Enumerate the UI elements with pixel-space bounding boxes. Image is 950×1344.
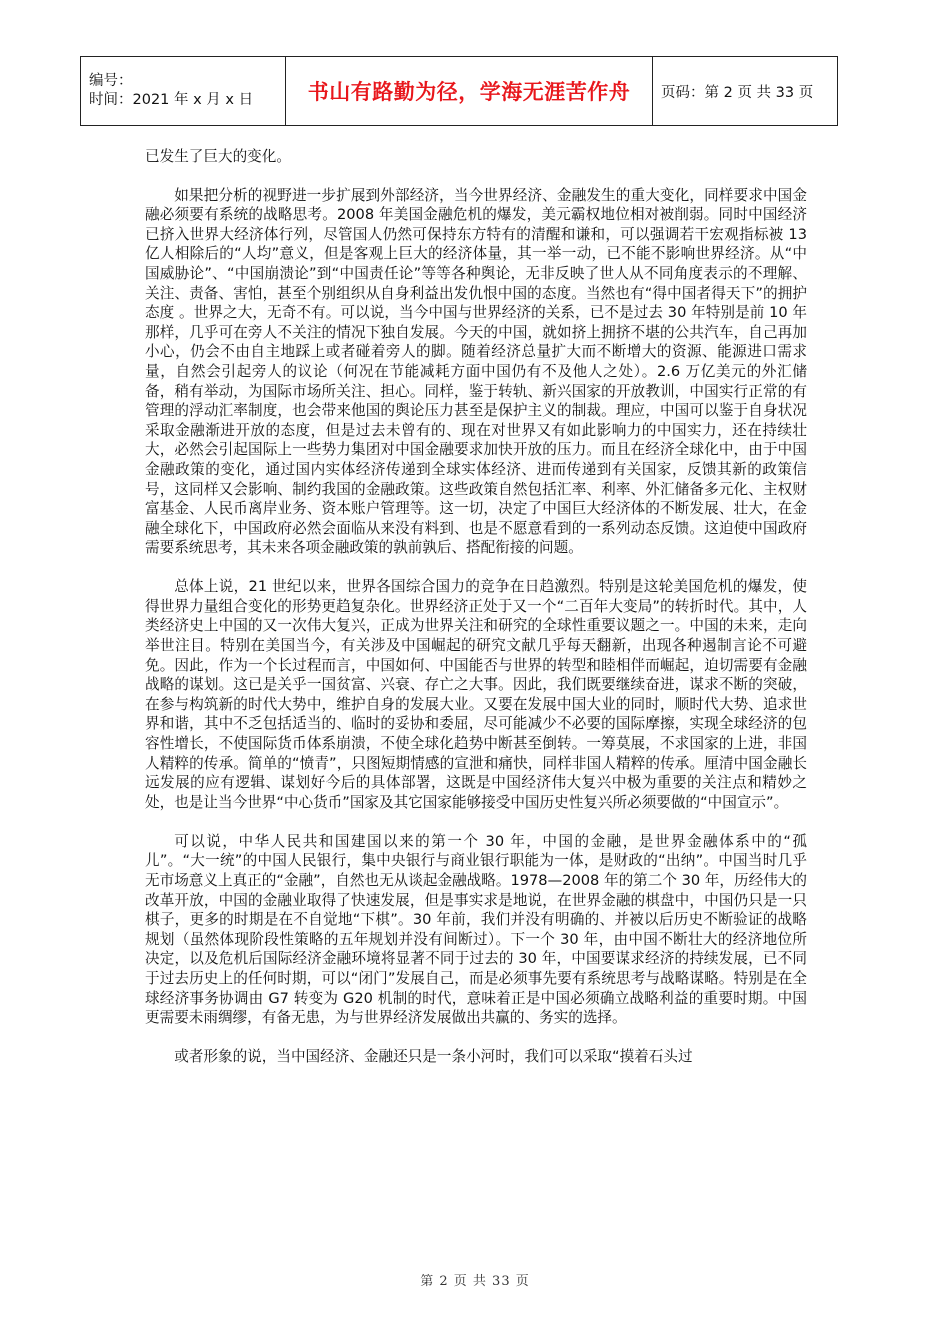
document-header	[80, 56, 838, 126]
paragraph: 可以说，中华人民共和国建国以来的第一个 30 年，中国的金融，是世界金融体系中的“孤儿”。“大一统”的中国人民银行，集中央银行与商业银行职能为一体，是财政的“出纳”。中国当时几乎无市场意义上真正的“金融”，自然也无从谈起金融战略。1978—2008 年的第二个 30 年，历经伟大的改革开放，中国的金融业取得了快速发展，但是事实求是地说，在世界金融的棋盘中，中国仍只是一只棋子，更多的时期是在不自觉地“下棋”。30 年前，我们并没有明确的、并被以后历史不断验证的战略规划（虽然体现阶段性策略的五年规划并没有间断过）。下一个 30 年，由中国不断壮大的经济地位所决定，以及危机后国际经济金融环境将显著不同于过去的 30 年，中国要谋求经济的持续发展，已不同于过去历史上的任何时期，可以“闭门”发展自己，而是必须事先要有系统思考与战略谋略。特别是在全球经济事务协调由 G7 转变为 G20 机制的时代，意味着正是中国必须确立战略利益的重要时期。中国更需要未雨绸缪，有备无患，为与世界经济发展做出共赢的、务实的选择。	[145, 832, 807, 1027]
document-body	[145, 147, 807, 1086]
header-motto: 书山有路勤为径，学海无涯苦作舟	[286, 57, 653, 126]
paragraph: 总体上说，21 世纪以来，世界各国综合国力的竞争在日趋激烈。特别是这轮美国危机的爆发，使得世界力量组合变化的形势更趋复杂化。世界经济正处于又一个“二百年大变局”的转折时代。其中，人类经济史上中国的又一次伟大复兴，正成为世界关注和研究的全球性重要议题之一。中国的未来，走向举世注目。特别在美国当今，有关涉及中国崛起的研究文献几乎每天翻新，出现各种遏制言论不可避免。因此，作为一个长过程而言，中国如何、中国能否与世界的转型和睦相伴而崛起，迫切需要有金融战略的谋划。这已是关乎一国贫富、兴衰、存亡之大事。因此，我们既要继续奋进，谋求不断的突破，在参与构筑新的时代大势中，维护自身的发展大业。又要在发展中国大业的同时，顺时代大势、追求世界和谐，其中不乏包括适当的、临时的妥协和委屈，尽可能减少不必要的国际摩擦，实现全球经济的包容性增长，不使国际货币体系崩溃，不使全球化趋势中断甚至倒转。一筹莫展，不求国家的上进，非国人精粹的传承。简单的“愤青”，只图短期情感的宣泄和痛快，同样非国人精粹的传承。厘清中国金融长远发展的应有逻辑、谋划好今后的具体部署，这既是中国经济伟大复兴中极为重要的关注点和精妙之处，也是让当今世界“中心货币”国家及其它国家能够接受中国历史性复兴所必须要做的“中国宣示”。	[145, 578, 807, 811]
paragraph: 或者形象的说，当中国经济、金融还只是一条小河时，我们可以采取“摸着石头过	[174, 1048, 693, 1066]
header-page-count: 页码：第 2 页 共 33 页	[653, 57, 838, 126]
header-meta-cell	[81, 57, 286, 126]
date-label: 时间：2021 年 x 月 x 日	[89, 92, 254, 108]
page-footer: 第 2 页 共 33 页	[420, 1274, 530, 1289]
serial-number-label: 编号：	[89, 73, 133, 89]
paragraph: 如果把分析的视野进一步扩展到外部经济，当今世界经济、金融发生的重大变化，同样要求中国金融必须要有系统的战略思考。2008 年美国金融危机的爆发，美元霸权地位相对被削弱。同时中国经济已挤入世界大经济体行列，尽管国人仍然可保持东方特有的清醒和谦和，可以强调若干宏观指标被 13 亿人相除后的“人均”意义，但是客观上巨大的经济体量，其一举一动，已不能不影响世界经济。从“中国威胁论”、“中国崩溃论”到“中国责任论”等等各种舆论，无非反映了世人从不同角度表示的不理解、关注、责备、害怕，甚至个别组织从自身利益出发仇恨中国的态度。当然也有“得中国者得天下”的拥护态度 。世界之大，无奇不有。可以说，当今中国与世界经济的关系，已不是过去 30 年特别是前 10 年那样，几乎可在旁人不关注的情况下独自发展。今天的中国，就如挤上拥挤不堪的公共汽车，自己再加小心，仍会不由自主地踩上或者碰着旁人的脚。随着经济总量扩大而不断增大的资源、能源进口需求量，自然会引起旁人的议论（何况在节能减耗方面中国仍有不及他人之处）。2.6 万亿美元的外汇储备，稍有举动，为国际市场所关注、担心。同样，鉴于转轨、新兴国家的开放教训，中国实行正常的有管理的浮动汇率制度，也会带来他国的舆论压力甚至是保护主义的制裁。理应，中国可以鉴于自身状况采取金融渐进开放的态度，但是过去未曾有的、现在对世界又有如此影响力的中国实力，还在持续壮大，必然会引起国际上一些势力集团对中国金融要求加快开放的压力。而且在经济全球化中，由于中国金融政策的变化，通过国内实体经济传递到全球实体经济、进而传递到有关国家，反馈其新的政策信号，这同样又会影响、制约我国的金融政策。这些政策自然包括汇率、利率、外汇储备多元化、主权财富基金、人民币离岸业务、资本账户管理等。这一切，决定了中国巨大经济体的不断发展、壮大，在金融全球化下，中国政府必然会面临从来没有料到、也是不愿意看到的一系列动态反馈。这迫使中国政府需要系统思考，其未来各项金融政策的孰前孰后、搭配衔接的问题。	[145, 186, 807, 557]
paragraph-continuation: 已发生了巨大的变化。	[145, 148, 291, 165]
